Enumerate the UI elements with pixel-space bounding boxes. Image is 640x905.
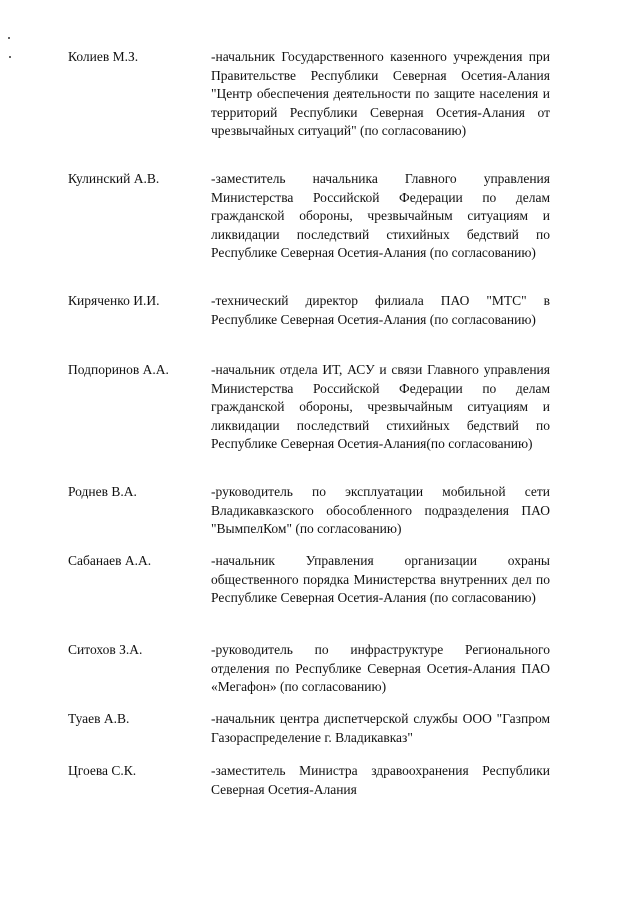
person-role: -заместитель начальника Главного управления Министерства Российской Федерации по делам гражданской обороны, чрезвычайным ситуациям и ликвидации последствий стихийных бедствий по Республике Северная Осетия-Алания (по согласованию): [211, 171, 550, 260]
scan-speck: [8, 37, 10, 39]
person-role: -начальник Государственного казенного учреждения при Правительстве Республики Северная Осетия-Алания "Центр обеспечения деятельности по защите населения и территорий Республики Северная Осетия-Алания от чрезвычайных ситуаций" (по согласованию): [211, 49, 550, 138]
person-role: -технический директор филиала ПАО "МТС" в Республике Северная Осетия-Алания (по согласованию): [211, 293, 550, 327]
person-name: Цгоева С.К.: [68, 763, 137, 778]
person-name: Роднев В.А.: [68, 484, 137, 499]
person-name: Туаев А.В.: [68, 711, 130, 726]
person-name: Кулинский А.В.: [68, 171, 160, 186]
person-name: Подпоринов А.А.: [68, 362, 169, 377]
person-name: Киряченко И.И.: [68, 293, 160, 308]
person-name: Сабанаев А.А.: [68, 553, 152, 568]
person-name: Колиев М.З.: [68, 49, 139, 64]
person-name: Ситохов З.А.: [68, 642, 143, 657]
person-role: -руководитель по инфраструктуре Регионального отделения по Республике Северная Осетия-Алания ПАО «Мегафон» (по согласованию): [211, 642, 550, 694]
person-role: -заместитель Министра здравоохранения Республики Северная Осетия-Алания: [211, 763, 550, 797]
person-role: -начальник центра диспетчерской службы ООО "Газпром Газораспределение г. Владикавказ": [211, 711, 550, 745]
person-role: -руководитель по эксплуатации мобильной сети Владикавказского обособленного подразделения ПАО "ВымпелКом" (по согласованию): [211, 484, 550, 536]
person-role: -начальник отдела ИТ, АСУ и связи Главного управления Министерства Российской Федерации по делам гражданской обороны, чрезвычайным ситуациям и ликвидации последствий стихийных бедствий по Республике Северная Осетия-Алания(по согласованию): [211, 362, 550, 451]
scan-speck: [9, 56, 11, 58]
person-role: -начальник Управления организации охраны общественного порядка Министерства внутренних дел по Республике Северная Осетия-Алания (по согласованию): [211, 553, 550, 605]
